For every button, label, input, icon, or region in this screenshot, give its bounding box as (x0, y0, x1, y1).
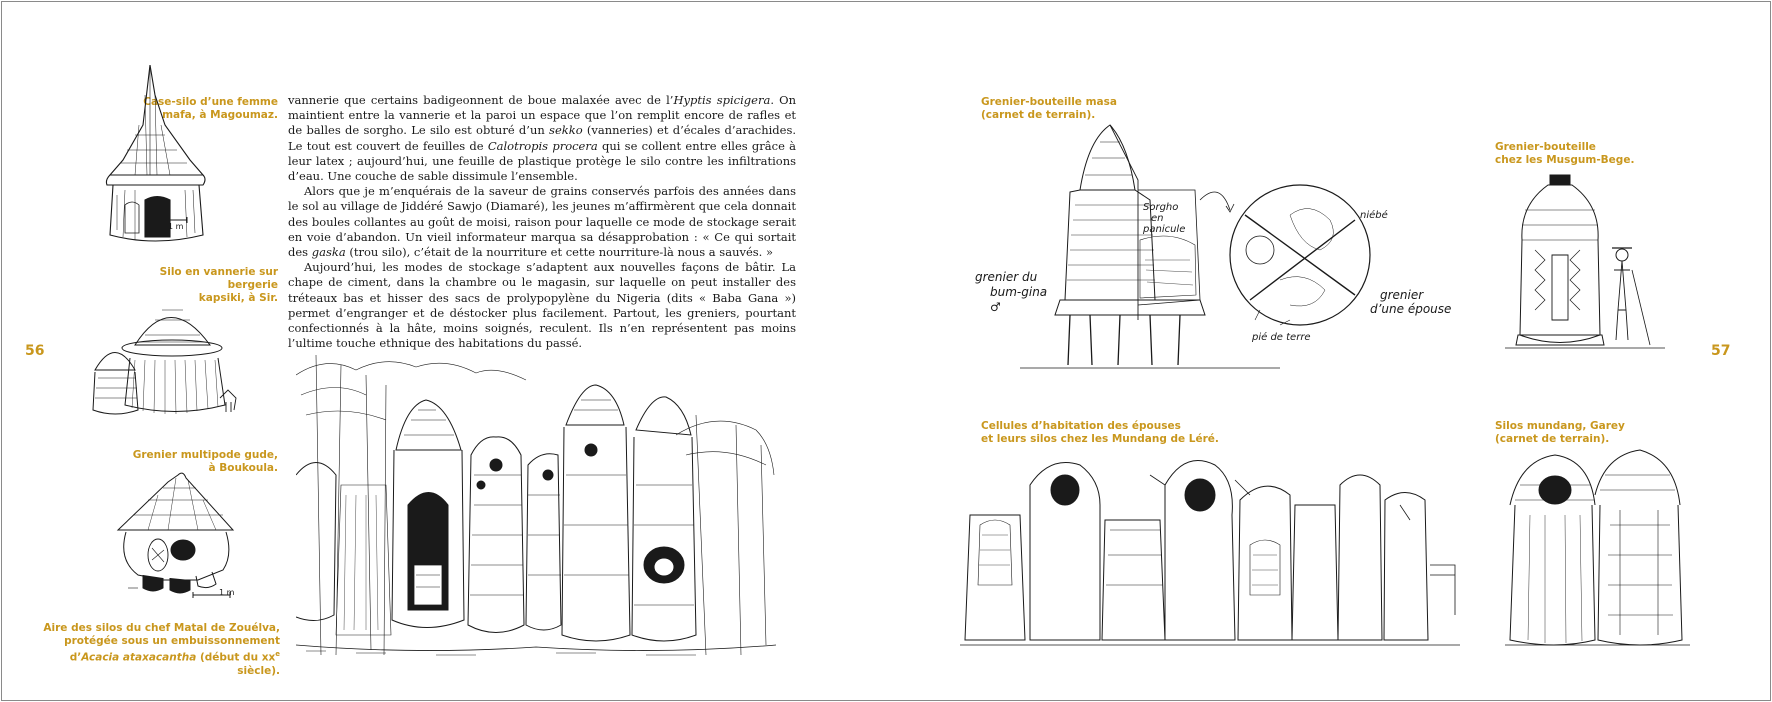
note-grenier-du: grenier du bum-gina ♂ (975, 270, 1048, 314)
aire-silos-illustration (296, 355, 776, 660)
scale-label: 1 m (219, 588, 235, 597)
paragraph-2: Alors que je m’enquérais de la saveur de grains conservés parfois des années dans le sol au village de Jiddéré Sawjo (Diamaré), les jeunes m’affirmèrent que cela donnait des boules collantes au goût de moisi, raison pour laquelle ce mode de stockage serait en voie d’abandon. Un vieil informateur marqua sa désapprobation : « Ce qui sortait des gaska (trou silo), c’était de la nourriture et cette nourriture-là nous a sauvés. » (288, 184, 796, 260)
silos-mundang-illustration (1500, 445, 1700, 655)
cellules-mundang-illustration (960, 445, 1460, 655)
note-sorgho: Sorgho en panicule (1143, 202, 1186, 235)
paragraph-3: Aujourd’hui, les modes de stockage s’adaptent aux nouvelles façons de bâtir. La chape de ciment, dans la chambre ou le magasin, sur laquelle on peut installer des tréteaux bas et hisser des sacs de prolypopylène du Nigeria (dits « Baba Gana ») permet d’engranger et de déstocker plus facilement. Partout, les greniers, pourtant confectionnés à la hâte, moins soignés, reculent. Ils n’en représentent pas moins l’ultime touche ethnique des habitations du passé. (288, 260, 796, 351)
note-niebe: niébé (1360, 210, 1388, 221)
case-silo-illustration (95, 65, 225, 250)
grenier-multipode-illustration (108, 470, 248, 605)
caption-cellules-habitation: Cellules d’habitation des épouses et leurs silos chez les Mundang de Léré. (981, 420, 1219, 445)
caption-silo-vannerie: Silo en vannerie sur bergerie kapsiki, à Sir. (159, 266, 278, 304)
silo-vannerie-illustration (90, 290, 240, 430)
note-grenier-epouse: grenier d’une épouse (1370, 288, 1452, 316)
caption-grenier-bouteille-masa: Grenier-bouteille masa (carnet de terrain). (981, 96, 1117, 121)
note-pied-de-terre: pié de terre (1252, 332, 1311, 343)
grenier-masa-sketch (960, 120, 1480, 370)
caption-silos-mundang: Silos mundang, Garey (carnet de terrain). (1495, 420, 1625, 445)
caption-grenier-bouteille-musgum: Grenier-bouteille chez les Musgum-Bege. (1495, 141, 1635, 166)
page-number-right: 57 (1711, 343, 1731, 359)
grenier-musgum-illustration (1500, 170, 1670, 370)
caption-grenier-multipode: Grenier multipode gude, à Boukoula. (132, 449, 278, 474)
page-number-left: 56 (25, 343, 45, 359)
caption-case-silo: Case-silo d’une femme mafa, à Magoumaz. (143, 96, 278, 121)
scale-label: 1 m (168, 222, 184, 231)
body-text (288, 93, 796, 351)
paragraph-1: vannerie que certains badigeonnent de boue malaxée avec de l’Hyptis spicigera. On maintient entre la vannerie et la paroi un espace que l’on remplit encore de rafles et de balles de sorgho. Le silo est obturé d’un sekko (vanneries) et d’écales d’arachides. Le tout est couvert de feuilles de Calotropis procera qui se collent entre elles grâce à leur latex ; aujourd’hui, une feuille de plastique protège le silo contre les infiltrations d’eau. Une couche de sable dissimule l’ensemble. (288, 93, 797, 184)
caption-aire-silos: Aire des silos du chef Matal de Zouélva, protégée sous un embuissonnement d’Acacia ataxacantha (début du $xx^e$ siècle). (43, 622, 280, 677)
